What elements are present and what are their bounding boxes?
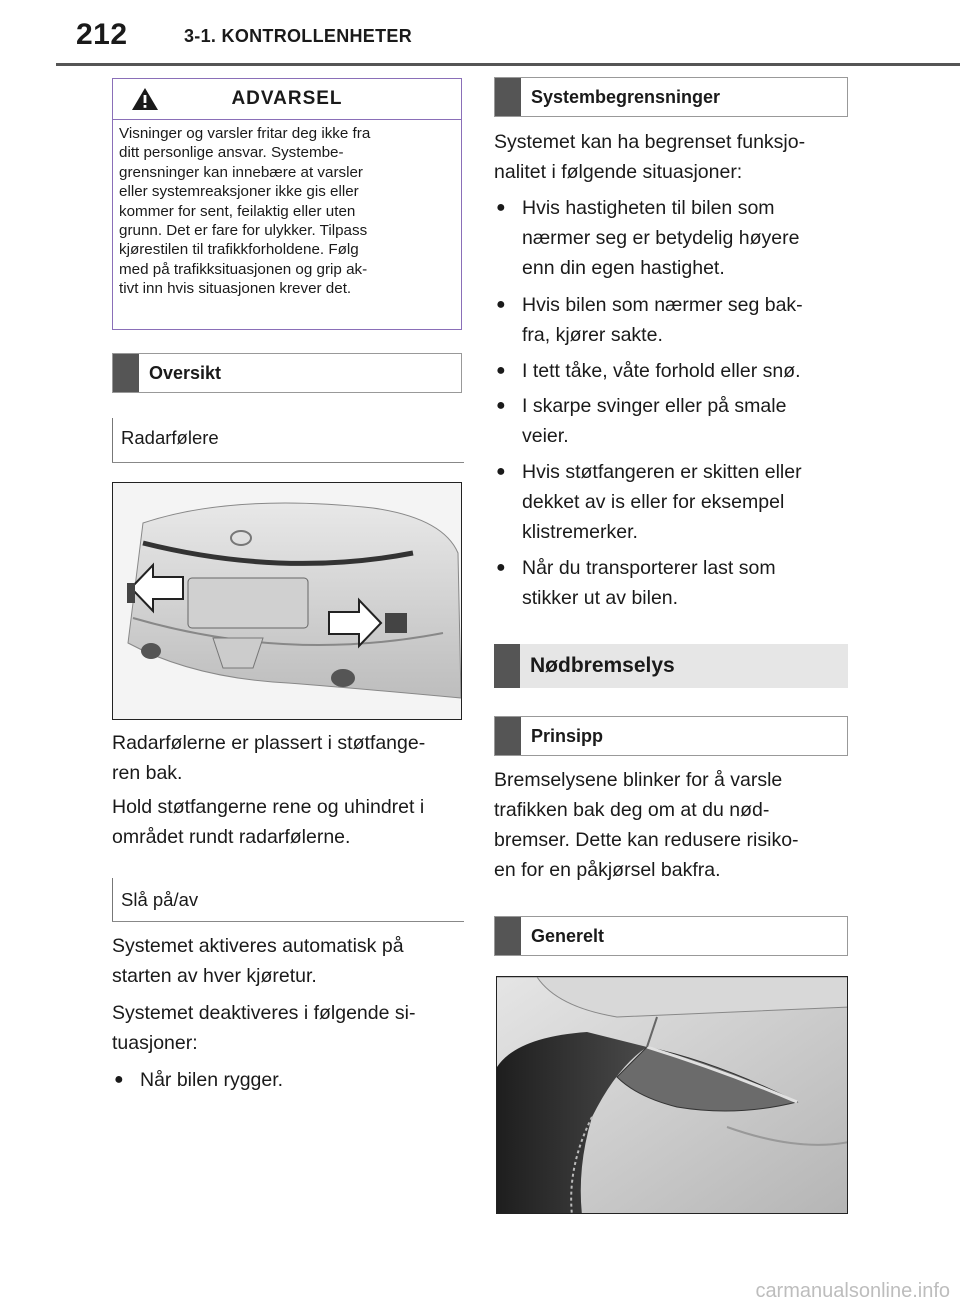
bullet-reversing: ● Når bilen rygger. — [114, 1065, 480, 1095]
warning-triangle-icon — [131, 87, 159, 111]
subheading-rule — [112, 921, 464, 922]
heading-label: Systembegrensninger — [531, 86, 721, 107]
subheading-sla-pa-av: Slå på/av — [112, 878, 198, 922]
heading-label: Generelt — [531, 925, 605, 946]
brake-light-illustration — [496, 976, 848, 1214]
paragraph-prinsipp — [494, 765, 854, 885]
paragraph-auto-activate — [112, 931, 472, 991]
text-line: fra, kjører sakte. — [522, 324, 663, 346]
paragraph-radar-location — [112, 728, 472, 788]
heading-block — [495, 917, 521, 955]
text-line: ● Hvis hastigheten til bilen som — [522, 197, 775, 219]
text-line: bremser. Dette kan redusere risiko- — [494, 829, 799, 851]
text-line: Systemet kan ha begrenset funksjo- — [494, 131, 806, 153]
car-rear-corner-drawing — [497, 977, 848, 1214]
text-line: stikker ut av bilen. — [522, 587, 679, 609]
watermark: carmanualsonline.info — [755, 1280, 950, 1302]
warning-title: ADVARSEL — [231, 88, 343, 109]
section-title: 3-1. KONTROLLENHETER — [184, 26, 413, 46]
warning-line: tivt inn hvis situasjonen krever det. — [119, 280, 352, 298]
text-line: ren bak. — [112, 762, 183, 784]
text-line: dekket av is eller for eksempel — [522, 491, 785, 513]
text-line: ● Hvis bilen som nærmer seg bak- — [522, 294, 803, 316]
warning-text — [113, 119, 461, 299]
text-line: ● Når du transporterer last som — [522, 557, 776, 579]
text-line: Radarfølerne er plassert i støtfange- — [112, 732, 426, 754]
bullet-limitation — [496, 193, 862, 283]
heading-label: Prinsipp — [531, 725, 604, 746]
heading-nodbremselys — [494, 644, 848, 688]
warning-line: eller systemreaksjoner ikke gis eller — [119, 183, 359, 201]
bullet-limitation — [496, 457, 862, 547]
bullet-limitation — [496, 356, 862, 386]
text-line: Hold støtfangerne rene og uhindret i — [112, 796, 425, 818]
heading-block — [495, 78, 521, 116]
text-line: Systemet aktiveres automatisk på — [112, 935, 404, 957]
text-line: enn din egen hastighet. — [522, 257, 725, 279]
heading-generelt — [494, 916, 848, 956]
heading-label: Oversikt — [149, 362, 222, 383]
heading-block — [113, 354, 139, 392]
text-line: ● Hvis støtfangeren er skitten eller — [522, 461, 802, 483]
heading-oversikt — [112, 353, 462, 393]
warning-header — [113, 79, 461, 119]
bullet-limitation — [496, 553, 862, 613]
warning-line: grensninger kan innebære at varsler — [119, 163, 363, 181]
text-line: veier. — [522, 425, 569, 447]
warning-line: kjørestilen til trafikkforholdene. Følg — [119, 241, 359, 259]
warning-line: kommer for sent, feilaktig eller uten — [119, 202, 356, 220]
text-line: ● I skarpe svinger eller på smale — [522, 395, 787, 417]
bullet-limitation — [496, 391, 862, 451]
text-line: området rundt radarfølerne. — [112, 826, 351, 848]
paragraph-deactivate — [112, 998, 472, 1058]
bullet-limitation — [496, 290, 862, 350]
heading-systembegrensninger — [494, 77, 848, 117]
warning-line: grunn. Det er fare for ulykker. Tilpass — [119, 222, 368, 240]
paragraph-keep-clean — [112, 792, 472, 852]
text-line: Systemet deaktiveres i følgende si- — [112, 1002, 416, 1024]
text-line: nalitet i følgende situasjoner: — [494, 161, 743, 183]
heading-block — [495, 717, 521, 755]
paragraph-limitations-intro — [494, 127, 854, 187]
text-line: nærmer seg er betydelig høyere — [522, 227, 800, 249]
text-line: starten av hver kjøretur. — [112, 965, 317, 987]
page-number: 212 — [76, 18, 128, 51]
subheading-radarfolere: Radarfølere — [112, 418, 219, 462]
header-rule — [56, 63, 960, 66]
heading-prinsipp — [494, 716, 848, 756]
subheading-rule — [112, 462, 464, 463]
text-line: tuasjoner: — [112, 1032, 198, 1054]
text-line: ● I tett tåke, våte forhold eller snø. — [522, 360, 801, 382]
car-rear-drawing — [113, 483, 462, 720]
heading-block — [494, 644, 520, 688]
text-line: klistremerker. — [522, 521, 638, 543]
text-line: Bremselysene blinker for å varsle — [494, 769, 783, 791]
warning-line: med på trafikksituasjonen og grip ak- — [119, 260, 368, 278]
warning-box — [112, 78, 462, 330]
warning-line: ditt personlige ansvar. Systembe- — [119, 144, 344, 162]
text-line: en for en påkjørsel bakfra. — [494, 859, 721, 881]
heading-label: Nødbremselys — [530, 654, 675, 677]
text-line: trafikken bak deg om at du nød- — [494, 799, 770, 821]
warning-line: Visninger og varsler fritar deg ikke fra — [119, 125, 371, 142]
bumper-radar-illustration — [112, 482, 462, 720]
